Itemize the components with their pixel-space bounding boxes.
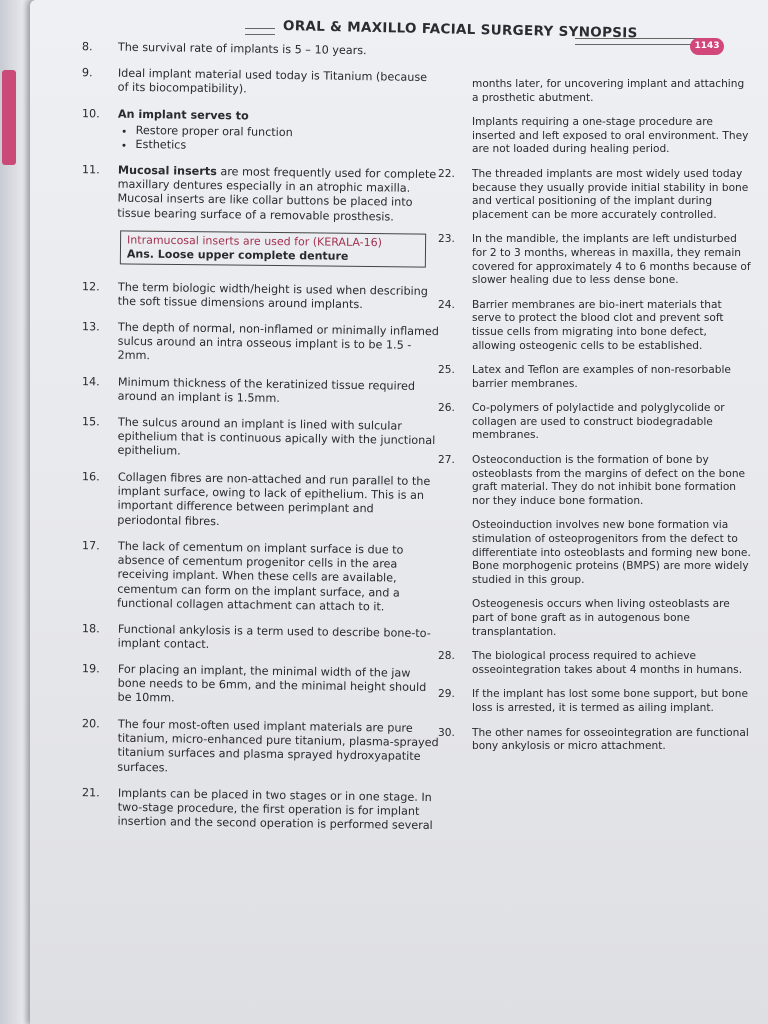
question-text: Intramucosal inserts are used for (KERALA-16) (127, 233, 382, 250)
left-item (70, 375, 440, 409)
item-text (118, 623, 440, 656)
item-number: 15. (81, 415, 100, 429)
left-item (69, 107, 440, 157)
item-number: 16. (81, 470, 100, 484)
item-number: 17. (81, 539, 100, 553)
item-text (472, 519, 752, 587)
book-page (30, 0, 768, 1024)
item-text (472, 233, 752, 287)
item-number: 27. (438, 454, 455, 467)
item-text (118, 281, 440, 314)
item-body: Implants requiring a one-stage procedure are inserted and left exposed to oral environment. They are not loaded during healing period. (472, 116, 749, 156)
item-text (472, 168, 752, 222)
item-number: 30. (438, 726, 455, 739)
left-item (69, 415, 440, 463)
right-item (430, 233, 752, 287)
item-text (472, 402, 752, 443)
item-number: 28. (438, 650, 455, 663)
item-body: Latex and Teflon are examples of non-resorbable barrier membranes. (472, 364, 731, 390)
item-number: 23. (438, 233, 455, 246)
item-number: 18. (81, 622, 100, 636)
item-number: 21. (81, 785, 100, 800)
right-item (430, 727, 752, 754)
item-body: Minimum thickness of the keratinized tissue required around an implant is 1.5mm. (117, 375, 416, 406)
item-number: 10. (81, 106, 100, 121)
item-text (118, 67, 440, 100)
item-text (117, 718, 440, 779)
left-item (69, 539, 440, 615)
bullet-item: • Restore proper oral function (136, 124, 440, 142)
left-item (70, 280, 440, 314)
item-text (118, 41, 440, 60)
item-body: The four most-often used implant materials are pure titanium, micro-enhanced pure titanium, plasma-sprayed titanium surfaces and plasma sprayed hydroxyapatite surfaces. (117, 717, 439, 774)
right-item (430, 364, 752, 391)
left-item (69, 662, 440, 710)
bullet-list (117, 123, 439, 156)
item-number: 26. (438, 402, 455, 415)
item-text (117, 107, 440, 156)
right-item (430, 168, 752, 222)
item-text (117, 540, 440, 616)
item-number: 11. (81, 163, 100, 177)
item-number: 13. (81, 320, 100, 334)
right-item (430, 402, 752, 443)
left-item (69, 717, 440, 779)
item-body: The term biologic width/height is used when describing the soft tissue dimensions around implants. (117, 280, 429, 312)
item-body: The other names for osseointegration are functional bony ankylosis or micro attachment. (472, 726, 749, 753)
item-text (117, 416, 440, 463)
right-item (430, 519, 752, 587)
item-body: Implants can be placed in two stages or in one stage. In two-stage procedure, the first operation is for implant insertion and the second operation is performed several (117, 786, 433, 833)
bullet-item: • Esthetics (135, 138, 439, 156)
right-item (430, 116, 752, 157)
item-text (472, 299, 752, 353)
right-item (430, 299, 752, 353)
item-text (472, 454, 752, 508)
item-body: Barrier membranes are bio-inert materials that serve to protect the blood clot and prevent soft tissue cells from migrating into bone defect, allowing osteogenic cells to be established. (472, 298, 724, 352)
item-text (117, 663, 440, 710)
item-number: 9. (81, 66, 93, 80)
left-item (70, 40, 440, 59)
item-text (472, 598, 752, 639)
left-item (69, 163, 440, 225)
item-number: 29. (438, 688, 455, 701)
item-body: The depth of normal, non-inflamed or minimally inflamed sulcus around an intra osseous implant is to be 1.5 - 2mm. (117, 321, 440, 363)
item-text (117, 164, 440, 225)
item-body: The threaded implants are most widely used today because they usually provide initial stability in bone and vertical positioning of the implant during placement can be more accurately controlled. (472, 167, 749, 221)
item-body: If the implant has lost some bone support, but bone loss is arrested, it is termed as ailing implant. (472, 688, 749, 714)
item-body: Osteoinduction involves new bone formation via stimulation of osteoprogenitors from the defect to differentiate into osteoblasts and forming new bone. Bone morphogenic proteins (BMPS) are more widely studied in this group. (472, 519, 751, 586)
item-number: 24. (438, 298, 455, 311)
item-body: The lack of cementum on implant surface is due to absence of cementum progenitor cells in the area receiving implant. When these cells are available, cementum can form on the implant surface, and a functional collagen attachment can attach to it. (117, 539, 404, 614)
item-text (118, 376, 440, 409)
item-text (472, 688, 752, 715)
right-item (430, 688, 752, 715)
right-item (430, 650, 752, 677)
item-body: The biological process required to achieve osseointegration takes about 4 months in humans. (472, 650, 743, 676)
item-body: Co-polymers of polylactide and polyglycolide or collagen are used to construct biodegradable membranes. (472, 402, 725, 442)
item-body: For placing an implant, the minimal width of the jaw bone needs to be 6mm, and the minimal height should be 10mm. (117, 662, 427, 706)
item-text (472, 116, 752, 157)
item-body: months later, for uncovering implant and attaching a prosthetic abutment. (472, 78, 745, 104)
item-text (472, 727, 752, 754)
item-text (472, 364, 752, 391)
item-body: Ideal implant material used today is Titanium (because of its biocompatibility). (117, 66, 428, 96)
item-number: 25. (438, 364, 455, 377)
item-body: Functional ankylosis is a term used to describe bone-to-implant contact. (117, 622, 431, 652)
item-body: The survival rate of implants is 5 – 10 years. (117, 40, 367, 58)
item-body: Osteogenesis occurs when living osteoblasts are part of bone graft as in autogenous bone transplantation. (472, 598, 730, 638)
left-item (69, 786, 440, 834)
left-item (69, 470, 440, 532)
item-body: In the mandible, the implants are left undisturbed for 2 to 3 months, whereas in maxilla, they remain covered for approximately 4 to 6 months because of slower healing due to less dense bone. (472, 233, 751, 287)
item-lead: An implant serves to (117, 107, 249, 123)
right-item (430, 454, 752, 508)
item-body: are most frequently used for complete maxillary dentures especially in an atrophic maxilla. Mucosal inserts are like collar buttons be placed into tissue bearing surface of a removable prosthesis. (117, 165, 437, 224)
header-rule-left (245, 28, 275, 35)
right-item (430, 598, 752, 639)
left-item (70, 66, 440, 100)
item-body: Collagen fibres are non-attached and run parallel to the implant surface, owing to lack of epithelium. This is an important difference between perimplant and periodontal fibres. (117, 470, 431, 528)
item-text (117, 471, 440, 532)
item-number: 19. (81, 662, 100, 676)
item-number: 20. (81, 717, 100, 731)
item-text (472, 650, 752, 677)
answer-text: Ans. Loose upper complete denture (126, 247, 349, 263)
left-column (70, 40, 440, 840)
item-number: 8. (81, 40, 93, 54)
item-text (117, 321, 440, 368)
item-text (117, 786, 440, 833)
spine-accent (2, 70, 16, 165)
page-number-badge: 1143 (690, 38, 724, 55)
item-number: 12. (81, 280, 100, 294)
item-number: 22. (438, 167, 455, 180)
right-item (430, 78, 752, 105)
right-column (430, 78, 752, 765)
page-title: ORAL & MAXILLO FACIAL SURGERY SYNOPSIS (282, 18, 638, 42)
item-body: The sulcus around an implant is lined with sulcular epithelium that is continuous apically with the junctional epithelium. (117, 416, 436, 459)
left-item (69, 320, 440, 368)
item-body: Osteoconduction is the formation of bone by osteoblasts from the margins of defect on the bone graft material. They do not inhibit bone formation nor they induce bone formation. (472, 454, 746, 507)
question-box (120, 230, 426, 267)
item-number: 14. (81, 375, 100, 389)
item-text (472, 78, 752, 105)
item-lead: Mucosal inserts (117, 163, 217, 179)
left-item (70, 622, 440, 656)
